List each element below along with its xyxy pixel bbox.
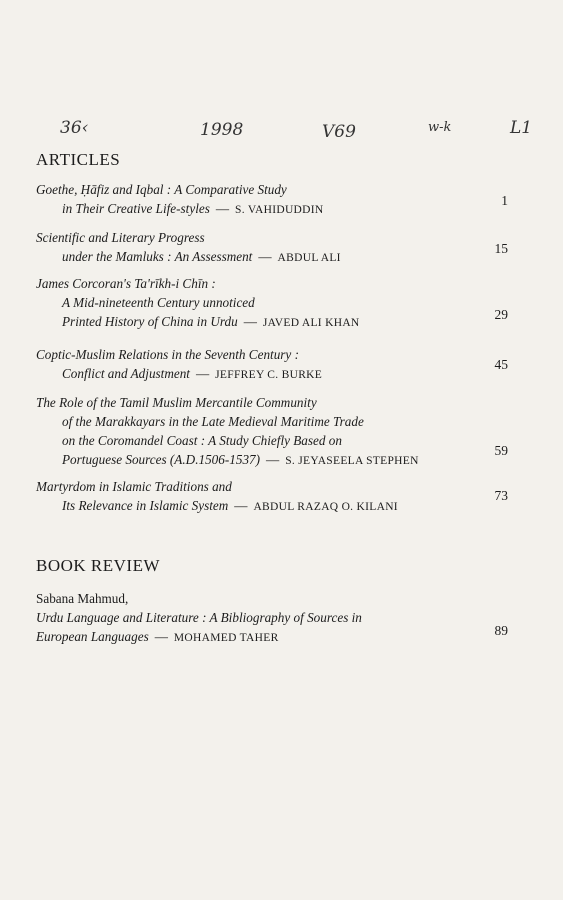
entry-title-line: Scientific and Literary Progress	[36, 230, 205, 245]
toc-entry[interactable]	[36, 180, 506, 220]
toc-entry[interactable]	[36, 274, 506, 333]
entry-author: S. JEYASEELA STEPHEN	[285, 455, 419, 467]
toc-entry[interactable]	[36, 393, 506, 471]
articles-heading: ARTICLES	[36, 150, 121, 169]
entry-title-line: Portuguese Sources (A.D.1506-1537) — S. JEYASEELA STEPHEN	[62, 452, 419, 467]
entry-title-line: under the Mamluks : An Assessment — ABDUL ALI	[62, 249, 341, 264]
reviewed-author: Sabana Mahmud,	[36, 591, 129, 606]
entry-author: ABDUL RAZAQ O. KILANI	[253, 501, 398, 513]
entry-title-line: Goethe, Ḥāfiz and Iqbal : A Comparative Study	[36, 182, 287, 197]
page-number: 73	[494, 488, 508, 503]
handwritten-note: 1998	[200, 120, 244, 140]
entry-author: MOHAMED TAHER	[173, 632, 279, 644]
page-number: 1	[501, 193, 508, 208]
toc-entry[interactable]	[36, 589, 506, 648]
handwritten-annotations	[0, 118, 563, 148]
entry-author: JEFFREY C. BURKE	[215, 369, 323, 381]
handwritten-note: L1	[510, 118, 533, 138]
entry-title-line: Printed History of China in Urdu — JAVED ALI KHAN	[62, 314, 360, 329]
entry-title-line: Conflict and Adjustment — JEFFREY C. BURKE	[62, 366, 323, 381]
entry-title-line: The Role of the Tamil Muslim Mercantile Community	[36, 395, 317, 410]
handwritten-note: w-k	[428, 120, 452, 135]
book-review-heading: BOOK REVIEW	[36, 556, 161, 575]
page-number: 45	[494, 357, 508, 372]
handwritten-note: 36‹	[60, 118, 89, 138]
handwritten-note: V69	[322, 122, 356, 142]
toc-entry[interactable]	[36, 228, 506, 268]
entry-title-line: Its Relevance in Islamic System — ABDUL RAZAQ O. KILANI	[62, 498, 398, 513]
entry-title-line: European Languages — MOHAMED TAHER	[36, 629, 279, 644]
entry-author: S. VAHIDUDDIN	[235, 204, 324, 216]
entry-title-line: Martyrdom in Islamic Traditions and	[36, 479, 232, 494]
toc-entry[interactable]	[36, 345, 506, 385]
page-number: 15	[494, 241, 508, 256]
toc-entry[interactable]	[36, 477, 506, 517]
entry-title-line: A Mid-nineteenth Century unnoticed	[62, 295, 255, 310]
entry-title-line: on the Coromandel Coast : A Study Chiefly Based on	[62, 433, 342, 448]
entry-author: ABDUL ALI	[277, 252, 341, 264]
entry-author: JAVED ALI KHAN	[262, 317, 360, 329]
page-number: 29	[494, 307, 508, 322]
bleed-through-text	[60, 95, 64, 113]
entry-title-line: in Their Creative Life-styles — S. VAHIDUDDIN	[62, 201, 324, 216]
page-number: 59	[494, 443, 508, 458]
entry-title-line: Coptic-Muslim Relations in the Seventh Century :	[36, 347, 299, 362]
entry-title-line: of the Marakkayars in the Late Medieval Maritime Trade	[62, 414, 364, 429]
entry-title-line: James Corcoran's Ta'rīkh-i Chīn :	[36, 276, 216, 291]
page-number: 89	[494, 623, 508, 638]
entry-title-line: Urdu Language and Literature : A Bibliography of Sources in	[36, 610, 362, 625]
